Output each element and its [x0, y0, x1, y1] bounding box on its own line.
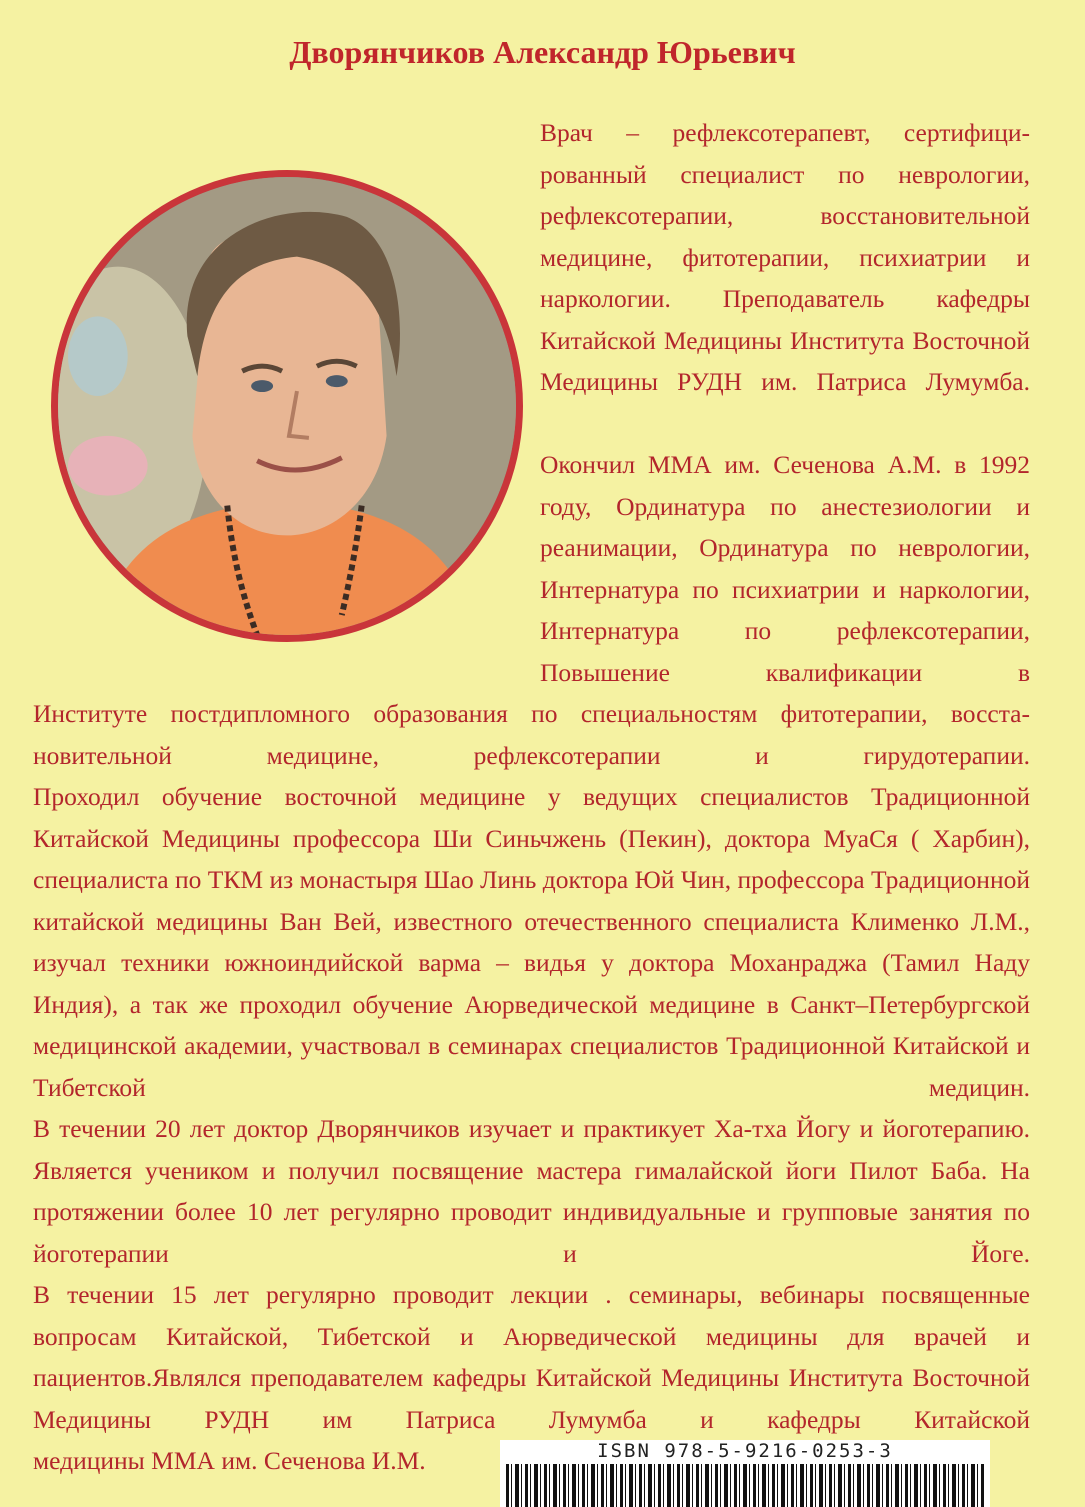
intro-paragraph: Врач – рефлексотерапевт, сертифицированный специалист по неврологии, рефлексотерапии, восстановительной медицине, фитотерапии, психиатрии и наркологии. Преподаватель кафедры Китайской Медицины Института Восточной Медицины РУДН им. Патриса Лумумба.	[540, 118, 1030, 396]
education-paragraph: Окончил ММА им. Сеченова А.М. в 1992 году, Ординатура по анестезиологии и реанимации, Ординатура по неврологии, Интернатура по психиатрии и наркологии, Интернатура по рефлексотерапии, Повышение квалификации в	[540, 450, 1030, 687]
lectures-last-line: медицины ММА им. Сеченова И.М.	[33, 1446, 426, 1475]
lectures-paragraph: В течении 15 лет регулярно проводит лекции . семинары, вебинары посвященные вопросам Китайской, Тибетской и Аюрведической медицины для врачей и пациентов.Являлся преподавателем кафедры Китайской Медицины Института Восточной Медицины РУДН им Патриса Лумумба и кафедры Китайской	[33, 1280, 1030, 1434]
training-paragraph: Проходил обучение восточной медицине у ведущих специалистов Традиционной Китайской Медицины профессора Ши Синьчжень (Пекин), доктора МуаСя ( Харбин), специалиста по ТКМ из монастыря Шао Линь доктора Юй Чин, профессора Традиционной китайской медицины Ван Вей, известного отечественного специалиста Клименко Л.М., изучал техники южноиндийской варма – видья у доктора Моханраджа (Тамил Наду Индия), а так же проходил обучение Аюрведической медицине в Санкт–Петербургской медицинской академии, участвовал в семинарах специалистов Традиционной Китайской и Тибетской медицин.	[33, 782, 1030, 1102]
portrait-illustration	[58, 177, 516, 635]
yoga-paragraph: В течении 20 лет доктор Дворянчиков изучает и практикует Ха-тха Йогу и йоготерапию. Является учеником и получил посвящение мастера гималайской йоги Пилот Баба. На протяжении более 10 лет регулярно проводит индивидуальные и групповые занятия по йоготерапии и Йоге.	[33, 1114, 1030, 1268]
author-portrait	[51, 170, 523, 642]
isbn-barcode	[500, 1440, 990, 1507]
author-name: Дворянчиков Александр Юрьевич	[289, 34, 796, 70]
barcode-bars	[506, 1464, 984, 1507]
isbn-number: ISBN 978-5-9216-0253-3	[597, 1440, 893, 1462]
education-continuation-paragraph: Институте постдипломного образования по специальностям фитотерапии, восстановительной медицине, рефлексотерапии и гирудотерапии.	[33, 699, 1030, 770]
